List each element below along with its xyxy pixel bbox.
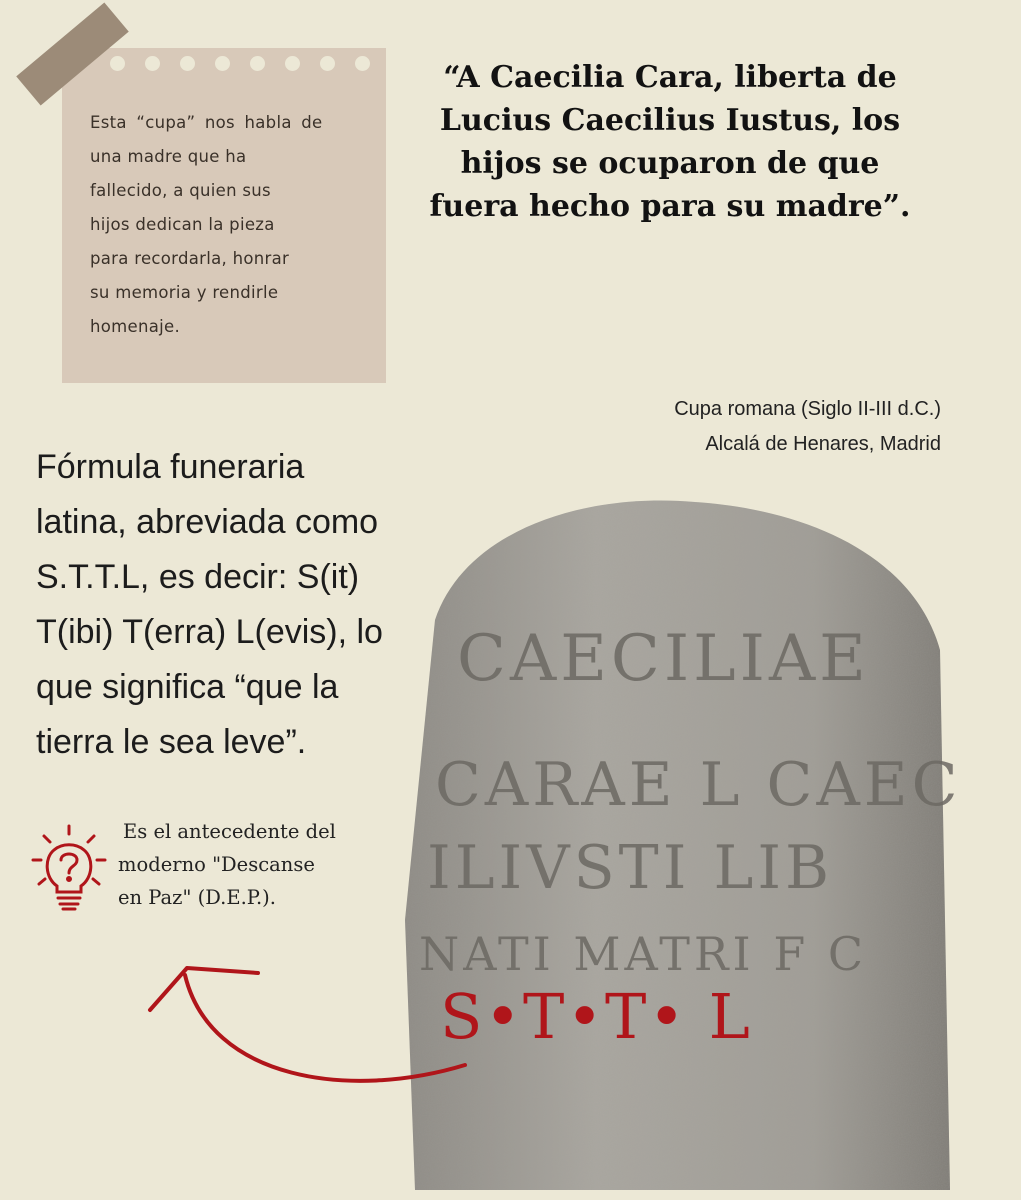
note-line: Esta “cupa” nos habla de xyxy=(90,113,323,132)
formula-line: T(ibi) T(erra) L(evis), lo xyxy=(36,613,383,651)
sttl-abbreviation: S•T•T• L xyxy=(440,980,752,1053)
tip-line: en Paz" (D.E.P.). xyxy=(118,886,276,909)
quote-line: hijos se ocuparon de que xyxy=(460,146,880,181)
quote-line: fuera hecho para su madre”. xyxy=(429,189,911,224)
note-line: homenaje. xyxy=(90,317,181,336)
inscription-translation-quote xyxy=(410,56,930,228)
carved-line: ILIVSTI LIB xyxy=(427,833,834,903)
carved-line: CARAE L CAEC xyxy=(435,750,962,820)
note-line: su memoria y rendirle xyxy=(90,283,279,302)
note-line: una madre que ha xyxy=(90,147,247,166)
note-hole xyxy=(145,56,160,71)
artifact-caption xyxy=(674,392,941,462)
note-text xyxy=(90,106,360,344)
note-hole xyxy=(250,56,265,71)
lightbulb-question-icon xyxy=(30,822,108,914)
quote-line: “A Caecilia Cara, liberta de xyxy=(443,60,897,95)
note-hole xyxy=(355,56,370,71)
note-hole xyxy=(320,56,335,71)
note-hole xyxy=(215,56,230,71)
note-hole xyxy=(110,56,125,71)
note-line: para recordarla, honrar xyxy=(90,249,290,268)
cupa-tombstone-image xyxy=(395,500,975,1190)
quote-line: Lucius Caecilius Iustus, los xyxy=(439,103,901,138)
tip-line: moderno "Descanse xyxy=(118,853,315,876)
formula-line: que significa “que la xyxy=(36,668,339,706)
formula-line: tierra le sea leve”. xyxy=(36,723,307,761)
caption-line: Cupa romana (Siglo II-III d.C.) xyxy=(674,398,941,420)
formula-line: S.T.T.L, es decir: S(it) xyxy=(36,558,360,596)
formula-explanation xyxy=(36,440,436,770)
note-line: hijos dedican la pieza xyxy=(90,215,275,234)
note-hole xyxy=(180,56,195,71)
note-line: fallecido, a quien sus xyxy=(90,181,271,200)
formula-line: latina, abreviada como xyxy=(36,503,379,541)
formula-line: Fórmula funeraria xyxy=(36,448,305,486)
carved-line: NATI MATRI F C xyxy=(419,927,868,981)
note-hole xyxy=(285,56,300,71)
carved-line: CAECILIAE xyxy=(457,622,870,696)
caption-line: Alcalá de Henares, Madrid xyxy=(705,433,941,455)
tip-line: Es el antecedente del xyxy=(123,820,336,843)
tip-text xyxy=(118,815,398,914)
